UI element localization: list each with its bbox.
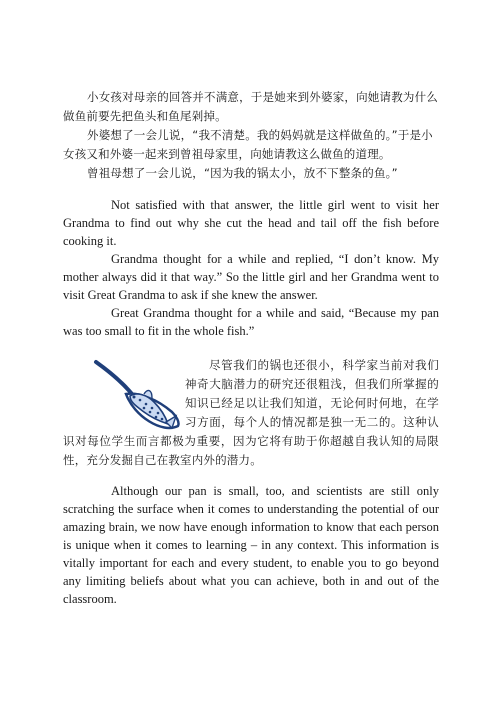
en-paragraph: Not satisfied with that answer, the little girl went to visit her Grandma to find out why she cut the head and tail off the fish before cooking it. <box>63 198 439 248</box>
zh-paragraph: 小女孩对母亲的回答并不满意，于是她来到外婆家，向她请教为什么做鱼前要先把鱼头和鱼尾剁掉。 <box>63 90 438 123</box>
zh-paragraph: 曾祖母想了一会儿说，“因为我的锅太小，放不下整条的鱼。” <box>87 166 398 180</box>
fish-in-pan-icon <box>92 348 180 440</box>
en-paragraph: Although our pan is small, too, and scientists are still only scratching the surface when it comes to understanding the potential of our amazing brain, we now have enough information to know that each person is unique when it comes to learning – in any context. This information is vitally important for each and every student, to enable you to go beyond any limiting beliefs about what you can achieve, both in and out of the classroom. <box>63 484 439 606</box>
zh-paragraph: 外婆想了一会儿说，“我不清楚。我的妈妈就是这样做鱼的。”于是小女孩又和外婆一起来到曾祖母家里，向她请教这么做鱼的道理。 <box>63 128 433 161</box>
chinese-story-top <box>63 88 439 183</box>
pan-handle <box>96 362 132 394</box>
zh-paragraph: 尽管我们的锅也还很小，科学家当前对我们神奇大脑潜力的研究还很粗浅，但我们所掌握的知识已经足以让我们知道，无论何时何地，在学习方面，每个人的情况都是独一无二的。这种认识对每位学生而言都极为重要，因为它将有助于你超越自我认知的局限性，充分发掘自己在教室内外的潜力。 <box>63 358 439 467</box>
english-paragraph-bottom <box>63 482 439 608</box>
en-paragraph: Great Grandma thought for a while and said, “Because my pan was too small to fit in the whole fish.” <box>63 306 439 338</box>
english-story-top <box>63 196 439 340</box>
en-paragraph: Grandma thought for a while and replied, “I don’t know. My mother always did it that way.” So the little girl and her Grandma went to visit Great Grandma to ask if she knew the answer. <box>63 252 439 302</box>
